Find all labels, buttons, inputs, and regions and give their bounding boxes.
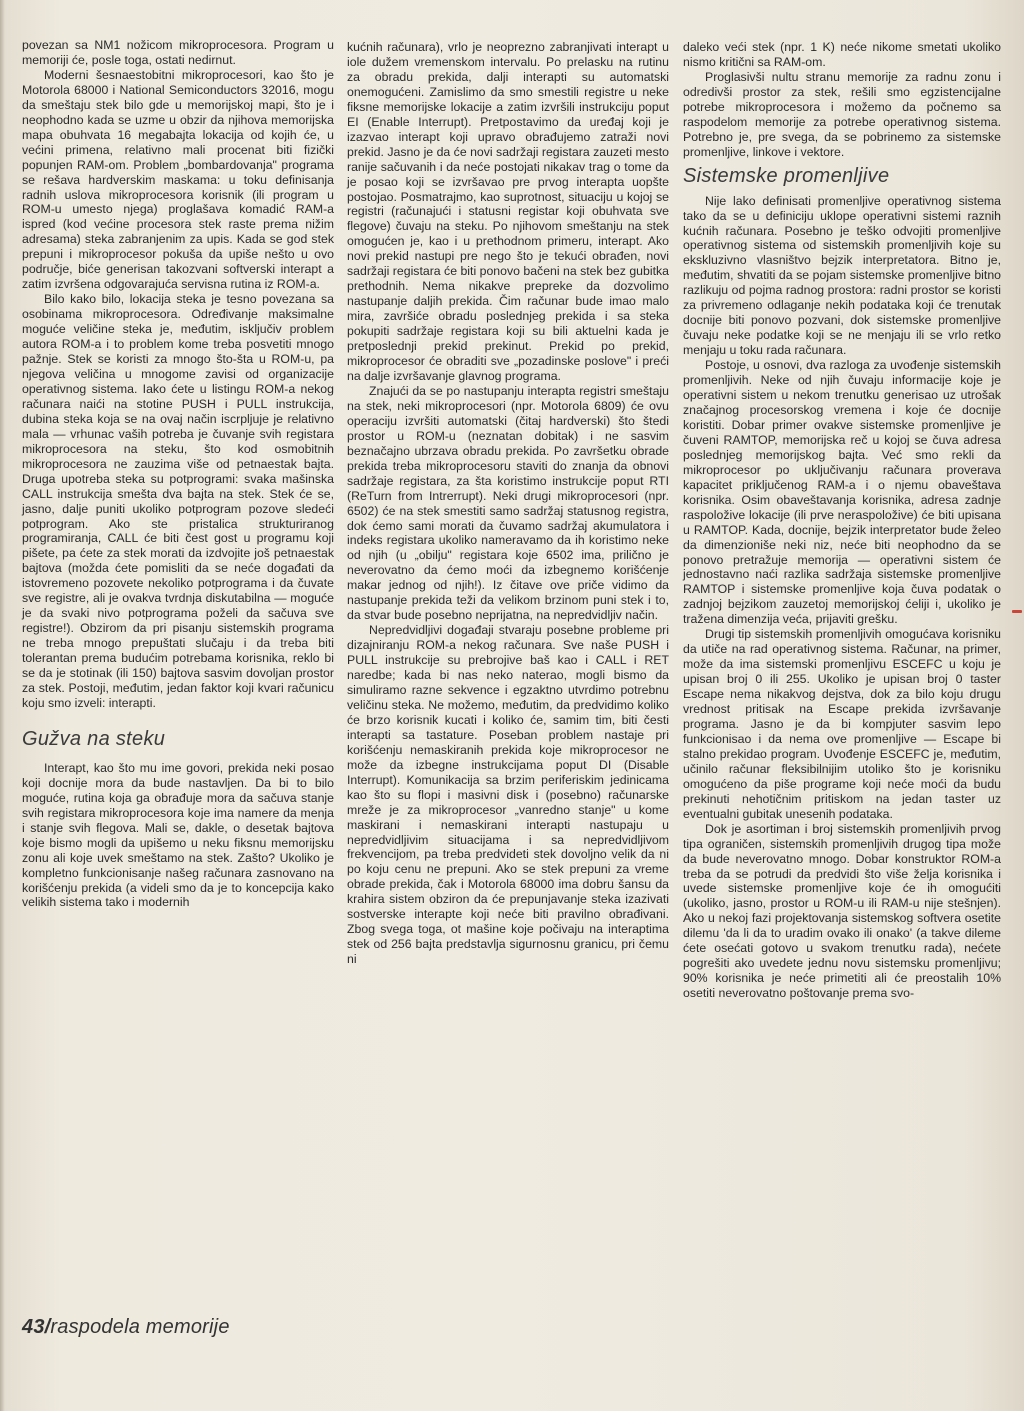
paragraph: Bilo kako bilo, lokacija steka je tesno povezana sa osobinama mikroprocesora. Određivanje maksimalne moguće veličine steka je, međutim, isključiv problem autora ROM-a i to problem kome treba posvetiti mnogo pažnje. Stek se koristi za mnogo što-šta u ROM-u, pa njegova veličina u mnogome zavisi od organizacije operativnog sistema. Iako ćete u listingu ROM-a nekog računara naići na stotine PUSH i PULL instrukcija, dubina steka koja se na ovaj način iscrpljuje je relativno mala — vrhunac vaših potreba je čuvanje svih registara mikroprocesora na steku, što kod osmobitnih mikroprocesora ne zauzima više od petnaestak bajta. Druga upotreba steka su potprogrami: svaka mašinska CALL instrukcija smešta dva bajta na stek. Stek će se, jasno, dalje puniti ukoliko potprogram pozove sledeći potprogram. Ako ste pristalica strukturiranog programiranja, CALL će biti čest gost u programu koji pišete, pa ćete za stek morati da izdvojite još petnaestak bajtova (možda ćete pomisliti da se neće događati da istovremeno pozovete nekoliko potprograma i da čuvate sve registre, ali je ovakva tvrdnja diskutabilna — moguće je da svaki nivo potprograma poželi da sačuva sve registre!). Obzirom da pri pisanju sistemskih programa ne treba mnogo prepuštati slučaju i da treba biti tolerantan prema budućim potrebama korisnika, reklo bi se da je stotinak (ili 150) bajtova sasvim dovoljan prostor za stek. Postoji, međutim, jedan faktor koji kvari računicu koju smo izveli: interapti. [22, 292, 334, 710]
paragraph: Nepredvidljivi događaji stvaraju posebne probleme pri dizajniranju ROM-a nekog računara. Sve naše PUSH i PULL instrukcije su prebrojive baš kao i CALL i RET naredbe; kada bi nas neko naterao, mogli bismo da simuliramo razne sekvence i egzaktno utvrdimo potrebnu veličinu steka. Ne možemo, međutim, da predvidimo koliko će brzo korisnik kucati i koliko će, samim tim, biti česti interapti sa tastature. Poseban problem nastaje pri korišćenju nemaskiranih prekida koje mikroprocesor ne može da izbegne instrukcijama poput DI (Disable Interrupt). Komunikacija sa brzim periferiskim jedinicama kao što su flopi i masivni disk i (posebno) računarske mreže je za mikroprocesor „vanredno stanje" u kome maskirani i nemaskirani interapti nastupaju u nepredvidljivim situacijama i sa nepredvidljivom frekvencijom, pa treba predvideti stek dovoljno velik da ni po koju cenu ne prepuni. Ako se stek prepuni za vreme obrade prekida, čak i Motorola 68000 ima dobru šansu da krahira sistem obziron da će prepunjavanje steka izazivati sostverske interapte koji neće biti pravilno obrađivani. Zbog svega toga, ot mašine koje počivaju na interaptima stek od 256 bajta predstavlja sigurnosnu granicu, pri čemu ni [347, 623, 669, 967]
paragraph: Postoje, u osnovi, dva razloga za uvođenje sistemskih promenljivih. Neke od njih čuvaju informacije koje je operativni sistem u nekom trenutku generisao uz utrošak značajnog procesorskog vremena i koje će docnije koristiti. Dobar primer ovakve sistemske promenljive je čuveni RAMTOP, memorijska reč u kojoj se čuva adresa poslednjeg memorijskog bajta. Već smo rekli da mikroprocesor po uključivanju računara proverava kapacitet priključenog RAM-a i o njemu obaveštava korisnika. Osim obaveštavanja korisnika, adresa zadnje raspoložive lokacije (ili prve neraspoložive) će biti upisana u RAMTOP. Kada, docnije, bejzik interpretator bude želeo da dimenzioniše neki niz, neće biti neophodno da se ponovo pretražuje memorija — operativni sistem će jednostavno naći razlika sadržaja sistemske promenljive RAMTOP i sistemske promenljive koja čuva podatak o zadnjoj bejzikom zauzetoj memorijskoj ćeliji i, ukoliko je tražena dimenzija veća, prijaviti grešku. [683, 358, 1001, 627]
paragraph: Moderni šesnaestobitni mikroprocesori, kao što je Motorola 68000 i National Semiconductors 32016, mogu da smeštaju stek bilo gde u memorijskoj mapi, što je i neophodno kada se uzme u obzir da njihova memorijska mapa obuhvata 16 megabajta lokacija od kojih će, u većini primena, relativno mali procenat biti fizički popunjen RAM-om. Problem „bombardovanja" programa se rešava hardverskim maskama: u toku definisanja radnih uslova mikroprocesora korisnik (ili program u ROM-u umesto njega) proglašava komadić RAM-a ispred (kod većine procesora stek raste prema nižim adresama) steka zabranjenim za upis. Kada se god stek prepuni i mikroprocesor pokuša da upiše nešto u ovo područje, biće generisan takozvani softverski interapt a zatim izvršena odgovarajuća servisna rutina iz ROM-a. [22, 67, 334, 292]
page-edge-shadow [0, 0, 5, 1411]
section-title: raspodela memorije [50, 1316, 230, 1338]
paragraph: kućnih računara), vrlo je neoprezno zabranjivati interapt u iole dužem vremenskom intervalu. Po prelasku na rutinu za obradu prekida, dalji interapti su automatski onemogućeni. Zamislimo da smo smestili registre u neke fiksne memorijske lokacije a zatim izvršili instrukciju poput EI (Enable Interrupt). Pretpostavimo da uređaj koji je izazvao interapt koji upravo obrađujemo zatraži novi prekid. Jasno je da će novi sadržaji registara zauzeti mesto ranije sačuvanih i da neće postojati nikakav trag o tome da je posao koji se izvršavao pre prvog interapta uopšte postojao. Posmatrajmo, kao suprotnost, situaciju u kojoj se registri (računajući i statusni registar koji obuhvata sve flegove) čuvaju na steku. Po njihovom smeštanju na stek omogućen je, kao i u prethodnom primeru, interapt. Ako novi prekid nastupi pre nego što je tekući obrađen, novi sadržaji registara će biti ponovo bačeni na stek bez gubitka prethodnih. Nema nikakve prepreke da dozvolimo nastupanje daljih prekida. Čim računar bude imao malo mira, završiće obradu poslednjeg prekida i sa steka pokupiti sadržaje registara koji su bili aktuelni kada je pretposlednji prekid prekinut. Prekid po prekid, mikroprocesor će obraditi sve „pozadinske poslove" i preći na dalje izvršavanje glavnog programa. [347, 40, 669, 383]
text-column-1 [22, 38, 334, 910]
paragraph: Drugi tip sistemskih promenljivih omogućava korisniku da utiče na rad operativnog sistema. Računar, na primer, može da ima sistemski promenljivu ESCEFC u koju je upisan broj 0 ili 255. Ukoliko je upisan broj 0 taster Escape nema nikakvog dejstva, dok za bilo koju drugu vrednost pritisak na Escape prekida izvršavanje programa. Jasno je da bi kompjuter sasvim lepo funkcionisao i da nema ove promenljive — Escape bi stalno prekidao program. Uvođenje ESCEFC je, međutim, učinilo računar fleksibilnijim utoliko što je korisniku omogućeno da piše programe koji neće moći da budu prekinuti nehotičnim pritiskom na jedan taster uz eventualni gubitak unesenih podataka. [683, 627, 1001, 821]
text-column-3 [683, 40, 1001, 1001]
paragraph: Proglasivši nultu stranu memorije za radnu zonu i odredivši prostor za stek, rešili smo egzistencijalne potrebe mikroprocesora i možemo da počnemo sa raspodelom memorije za potrebe operativnog sistema. Potrebno je, pre svega, da se pobrinemo za sistemske promenljive, linkove i vektore. [683, 69, 1001, 159]
text-column-2 [347, 40, 669, 967]
paragraph: Nije lako definisati promenljive operativnog sistema tako da se u definiciju uklope operativni sistemi raznih kućnih računara. Posebno je teško odvojiti promenljive operativnog sistema od sistemskih promenljivih koje su ekskluzivno vlasništvo bejzik interpretatora. Bitno je, međutim, shvatiti da se pojam sistemske promenljive bitno razlikuju od pojma radnog prostora: radni prostor se koristi za privremeno odlaganje nekih podataka koji će trenutak docnije biti ponovo pozvani, dok sistemske promenljive čuvaju neke podatke koji se ne menjaju ili se vrlo retko menjaju u toku rada računara. [683, 193, 1001, 358]
paragraph: Znajući da se po nastupanju interapta registri smeštaju na stek, neki mikroprocesori (npr. Motorola 6809) će ovu operaciju izvršiti automatski (čitaj hardverski) što štedi prostor u ROM-u (neznatan dobitak) i ne sasvim beznačajno ubrzava obradu prekida. Po završetku obrade prekida treba mikroprocesoru staviti do znanja da obnovi sadržaje registara, za šta koristimo instrukcije poput RTI (ReTurn from Intrerrupt). Neki drugi mikroprocesori (npr. 6502) će na stek smestiti samo sadržaj statusnog registra, dok ćemo sami morati da čuvamo sadržaj akumulatora i indeks registara ukoliko nameravamo da ih koristimo neke od njih (u „obilju" registara koje 6502 ima, prilično je neverovatno da ćemo moći da izbegnemo korišćenje makar jednog od njih!). Iz čitave ove priče vidimo da nastupanje prekida teži da velikom brzinom puni stek i to, da stvar bude posebno neprijatna, na nepredvidljiv način. [347, 383, 669, 623]
page-footer [22, 1316, 230, 1339]
page-number: 43/ [22, 1316, 51, 1338]
paragraph: Dok je asortiman i broj sistemskih promenljivih prvog tipa ograničen, sistemskih promenljivih drugog tipa može da bude neverovatno mnogo. Dobar konstruktor ROM-a treba da se potrudi da predvidi što više želja korisnika i uvede sistemske promenljive koje će ih omogućiti (ukoliko, jasno, prostor u ROM-u ili RAM-u nije stešnjen). Ako u nekoj fazi projektovanja sistemskog softvera osetite dilemu 'da li da to uradim ovako ili onako' (a takve dileme ćete osećati gotovo u svakom trenutku rada), nećete pogrešiti ako uvedete jednu novu sistemsku promenljivu; 90% korisnika je neće primetiti ali će preostalih 10% osetiti neverovatno poštovanje prema svo- [683, 821, 1001, 1001]
margin-mark [1012, 610, 1022, 613]
section-heading: Gužva na steku [22, 727, 166, 750]
paragraph: daleko veći stek (npr. 1 K) neće nikome smetati ukoliko nismo kritični sa RAM-om. [683, 40, 1001, 69]
section-heading: Sistemske promenljive [683, 164, 890, 187]
paragraph: povezan sa NM1 nožicom mikroprocesora. Program u memoriji će, posle toga, ostati nedirnut. [22, 38, 334, 67]
paragraph: Interapt, kao što mu ime govori, prekida neki posao koji docnije mora da bude nastavljen. Da bi to bilo moguće, rutina koja ga obrađuje mora da sačuva stanje svih registara mikroprocesora koje ima namere da menja i stanje svih flegova. Mali se, dakle, o desetak bajtova koje bismo mogli da upišemo u neku fiksnu memorijsku zonu ali koje uvek smeštamo na stek. Zašto? Ukoliko je kompletno funkcionisanje našeg računara zasnovano na korišćenju prekida (a videli smo da je to koncepcija kako velikih sistema tako i modernih [22, 760, 334, 910]
